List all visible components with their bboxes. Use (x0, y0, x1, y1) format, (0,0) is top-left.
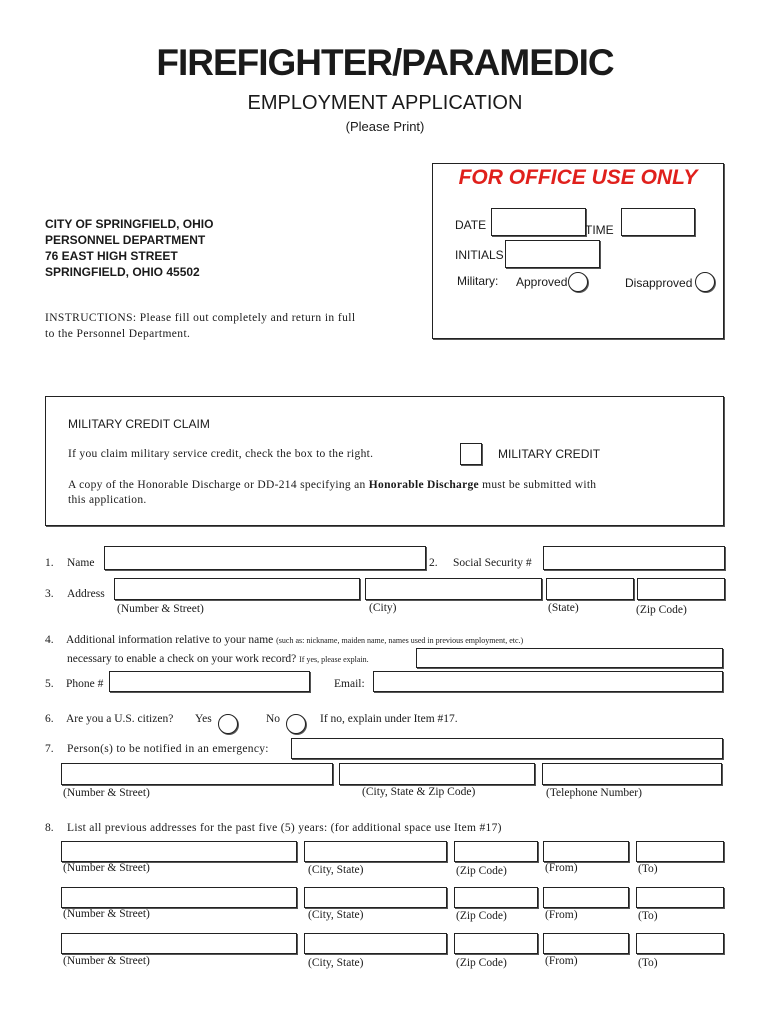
instructions-line-2: to the Personnel Department. (45, 328, 191, 340)
item-1-number: 1. (45, 557, 54, 569)
time-field[interactable] (621, 208, 695, 236)
prev-address-3-zip-field[interactable] (454, 933, 538, 954)
prev-address-2-street-field[interactable] (61, 887, 297, 908)
phone-label: Phone # (66, 678, 104, 690)
work-record-text: necessary to enable a check on your work record? (67, 653, 297, 665)
prev-address-1-from-caption: (From) (545, 862, 578, 874)
phone-field[interactable] (109, 671, 310, 692)
emergency-contact-label: Person(s) to be notified in an emergency: (67, 743, 269, 755)
prev-address-1-to-field[interactable] (636, 841, 724, 862)
military-claim-prompt: If you claim military service credit, check the box to the right. (68, 448, 374, 460)
prev-address-3-city-field[interactable] (304, 933, 447, 954)
print-note: (Please Print) (345, 119, 425, 134)
prev-address-3-street-caption: (Number & Street) (63, 955, 150, 967)
prev-address-1-street-field[interactable] (61, 841, 297, 862)
email-field[interactable] (373, 671, 723, 692)
additional-info-field[interactable] (416, 648, 723, 668)
address-street-field[interactable] (114, 578, 360, 600)
additional-info-question (66, 634, 523, 646)
citizen-note: If no, explain under Item #17. (320, 713, 458, 725)
prev-address-3-city-caption: (City, State) (308, 957, 364, 969)
name-label: Name (67, 557, 95, 569)
prev-address-3-street-field[interactable] (61, 933, 297, 954)
prev-address-1-street-caption: (Number & Street) (63, 862, 150, 874)
prev-address-1-zip-field[interactable] (454, 841, 538, 862)
emergency-phone-caption: (Telephone Number) (546, 787, 642, 799)
prev-address-3-from-field[interactable] (543, 933, 629, 954)
previous-addresses-label: List all previous addresses for the past five (5) years: (for additional space use Item #17) (67, 822, 502, 834)
additional-info-text: Additional information relative to your name (66, 634, 274, 646)
military-claim-copy (68, 479, 596, 491)
prev-address-2-city-caption: (City, State) (308, 909, 364, 921)
address-state-field[interactable] (546, 578, 634, 600)
instructions (45, 310, 355, 342)
copy-text-bold: Honorable Discharge (368, 479, 479, 491)
name-field[interactable] (104, 546, 426, 570)
prev-address-1-from-field[interactable] (543, 841, 629, 862)
office-use-heading: FOR OFFICE USE ONLY (458, 166, 698, 189)
item-7-number: 7. (45, 743, 54, 755)
page-subtitle: EMPLOYMENT APPLICATION (247, 92, 523, 114)
initials-field[interactable] (505, 240, 600, 268)
citizen-no-radio[interactable] (286, 714, 306, 734)
military-claim-heading: MILITARY CREDIT CLAIM (68, 417, 210, 431)
address-city-caption: (City) (369, 602, 397, 614)
prev-address-2-from-field[interactable] (543, 887, 629, 908)
military-credit-checkbox[interactable] (460, 443, 482, 465)
address-line-2: PERSONNEL DEPARTMENT (45, 233, 206, 247)
military-claim-copy-line2: this application. (68, 494, 147, 506)
email-label: Email: (334, 678, 365, 690)
prev-address-2-from-caption: (From) (545, 909, 578, 921)
page-title: FIREFIGHTER/PARAMEDIC (156, 42, 614, 83)
emergency-phone-field[interactable] (542, 763, 722, 785)
item-3-number: 3. (45, 588, 54, 600)
military-label: Military: (457, 274, 499, 288)
prev-address-1-to-caption: (To) (638, 863, 658, 875)
initials-label: INITIALS (455, 248, 504, 262)
no-label: No (266, 713, 281, 725)
address-line-3: 76 EAST HIGH STREET (45, 249, 178, 263)
prev-address-3-to-caption: (To) (638, 957, 658, 969)
date-label: DATE (455, 218, 487, 232)
address-state-caption: (State) (548, 602, 579, 614)
time-label: TIME (585, 223, 614, 237)
item-8-number: 8. (45, 822, 54, 834)
citizen-yes-radio[interactable] (218, 714, 238, 734)
approved-radio[interactable] (568, 272, 588, 292)
address-line-4: SPRINGFIELD, OHIO 45502 (45, 265, 200, 279)
prev-address-3-zip-caption: (Zip Code) (456, 957, 507, 969)
emergency-contact-name-field[interactable] (291, 738, 723, 759)
prev-address-3-from-caption: (From) (545, 955, 578, 967)
disapproved-radio[interactable] (695, 272, 715, 292)
prev-address-2-to-caption: (To) (638, 910, 658, 922)
disapproved-label: Disapproved (625, 276, 693, 290)
additional-info-examples: (such as: nickname, maiden name, names used in previous employment, etc.) (276, 636, 524, 645)
address-zip-caption: (Zip Code) (636, 604, 687, 616)
address-line-1: CITY OF SPRINGFIELD, OHIO (45, 217, 214, 231)
prev-address-2-street-caption: (Number & Street) (63, 908, 150, 920)
approved-label: Approved (516, 275, 568, 289)
prev-address-2-zip-field[interactable] (454, 887, 538, 908)
military-credit-label: MILITARY CREDIT (498, 447, 601, 461)
department-address (45, 216, 213, 280)
address-city-field[interactable] (365, 578, 542, 600)
citizen-question: Are you a U.S. citizen? (66, 713, 174, 725)
instructions-line-1: INSTRUCTIONS: Please fill out completely and return in full (45, 312, 356, 324)
emergency-street-caption: (Number & Street) (63, 787, 150, 799)
item-4-number: 4. (45, 634, 54, 646)
prev-address-1-zip-caption: (Zip Code) (456, 865, 507, 877)
military-claim-panel (45, 396, 724, 526)
emergency-city-field[interactable] (339, 763, 535, 785)
work-record-question (67, 653, 369, 665)
copy-text-post: must be submitted with (478, 479, 597, 491)
address-label: Address (67, 588, 105, 600)
item-5-number: 5. (45, 678, 54, 690)
prev-address-2-zip-caption: (Zip Code) (456, 910, 507, 922)
date-field[interactable] (491, 208, 586, 236)
address-street-caption: (Number & Street) (117, 603, 204, 615)
ssn-field[interactable] (543, 546, 725, 570)
work-record-hint: If yes, please explain. (299, 655, 369, 664)
ssn-label: Social Security # (453, 557, 532, 569)
prev-address-3-to-field[interactable] (636, 933, 724, 954)
prev-address-1-city-field[interactable] (304, 841, 447, 862)
item-6-number: 6. (45, 713, 54, 725)
emergency-street-field[interactable] (61, 763, 333, 785)
copy-text-pre: A copy of the Honorable Discharge or DD-214 specifying an (68, 479, 369, 491)
address-zip-field[interactable] (637, 578, 725, 600)
prev-address-1-city-caption: (City, State) (308, 864, 364, 876)
prev-address-2-city-field[interactable] (304, 887, 447, 908)
emergency-city-caption: (City, State & Zip Code) (362, 786, 476, 798)
item-2-number: 2. (429, 557, 438, 569)
prev-address-2-to-field[interactable] (636, 887, 724, 908)
yes-label: Yes (195, 713, 212, 725)
